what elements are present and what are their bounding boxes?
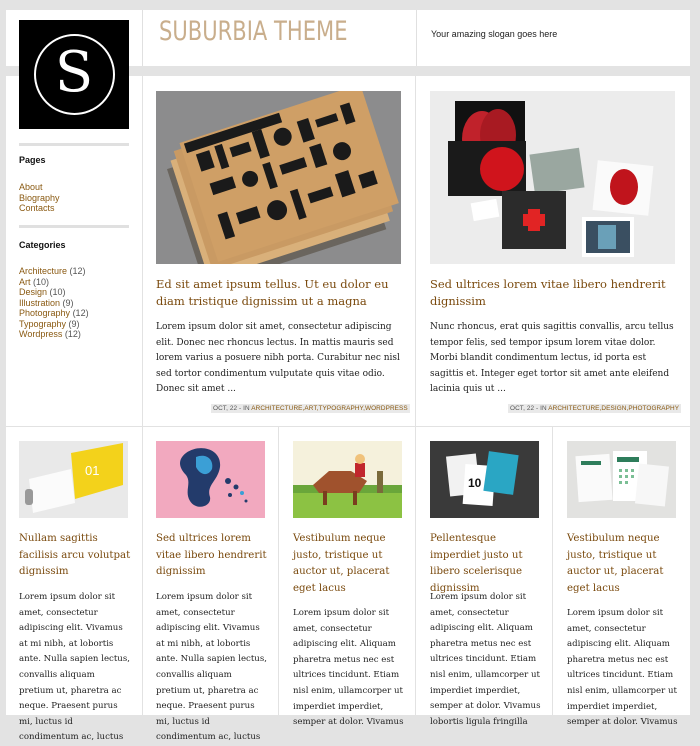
row-divider — [6, 426, 690, 427]
category-count: (12) — [64, 329, 81, 339]
page-link-label[interactable]: About — [19, 182, 43, 192]
category-item[interactable] — [19, 329, 89, 340]
post-thumbnail[interactable] — [156, 441, 265, 518]
page-link-label[interactable]: Biography — [19, 192, 60, 203]
post-excerpt: Lorem ipsum dolor sit amet, consectetur adipiscing elit. Aliquam pharetra metus nec est ultrices tincidunt. Etiam nisl enim, ullamcorper ut imperdiet imperdiet, semper at dolor. Vivamus lobortis ligula fringilla — [430, 592, 541, 727]
sidebar-divider — [142, 76, 143, 426]
category-count: (9) — [68, 318, 80, 329]
post-thumbnail[interactable] — [19, 441, 128, 518]
pages-list — [19, 182, 60, 214]
post-categories[interactable]: ARCHITECTURE,DESIGN,PHOTOGRAPHY — [548, 405, 680, 412]
page-link-biography[interactable] — [19, 193, 60, 204]
column-divider — [278, 427, 279, 715]
post-title[interactable]: Sed ultrices lorem vitae libero hendrerit dignissim — [156, 533, 267, 577]
category-item[interactable] — [19, 319, 89, 330]
post-excerpt: Lorem ipsum dolor sit amet, consectetur adipiscing elit. Vivamus at mi nibh, at lobortis ante. Nulla sapien lectus, convallis aliquam pretium ut, pharetra ac neque. Praesent purus mi, luctus id condimentum ac, luctus — [156, 592, 267, 743]
post-title[interactable]: Pellentesque imperdiet justo ut libero scelerisque dignissim — [430, 533, 523, 594]
column-divider — [142, 427, 143, 715]
post-date: OCT, 22 — [213, 405, 238, 412]
svg-text:10: 10 — [468, 476, 482, 490]
category-link[interactable]: Design — [19, 287, 48, 297]
page-link-contacts[interactable] — [19, 203, 60, 214]
post-meta — [211, 404, 410, 413]
category-item[interactable] — [19, 308, 89, 319]
category-link[interactable]: Wordpress — [19, 329, 63, 339]
sidebar-rule — [19, 225, 129, 228]
category-item[interactable] — [19, 277, 89, 288]
post-excerpt: Lorem ipsum dolor sit amet, consectetur adipiscing elit. Donec nec rhoncus lectus. In mattis mauris sed lorem varius a posuere nibh porta. Curabitur nec nisl sed tortor condimentum vulputate quis vitae odio. Donec sit amet ... — [156, 322, 400, 394]
header-divider — [416, 10, 417, 66]
site-slogan: Your amazing slogan goes here — [431, 29, 558, 39]
post-thumbnail[interactable] — [430, 441, 539, 518]
site-logo[interactable] — [19, 20, 129, 129]
category-item[interactable] — [19, 287, 89, 298]
category-link[interactable]: Photography — [19, 308, 71, 318]
post-excerpt: Nunc rhoncus, erat quis sagittis convallis, arcu tellus tempor felis, sed tempor ipsum lorem vitae dolor. Morbi blandit condimentum lectus, id porta est sagittis et. Integer eget tortor sit amet ante eleifend lacinia quis ut ... — [430, 322, 674, 394]
post-title[interactable]: Ed sit amet ipsum tellus. Ut eu dolor eu diam tristique dignissim ut a magna — [156, 277, 389, 308]
category-count: (10) — [33, 276, 50, 287]
post-in-label: - IN — [536, 405, 547, 412]
category-link[interactable]: Architecture — [19, 266, 68, 276]
post-title[interactable]: Vestibulum neque justo, tristique ut auctor ut, placerat eget lacus — [293, 533, 390, 594]
post-title[interactable]: Nullam sagittis facilisis arcu volutpat dignissim — [19, 533, 131, 577]
category-count: (10) — [49, 287, 66, 297]
post-thumbnail[interactable] — [430, 91, 675, 264]
sidebar-rule — [19, 143, 129, 146]
logo-letter: S — [54, 40, 94, 105]
post-date: OCT, 22 — [510, 405, 535, 412]
post-in-label: - IN — [239, 405, 250, 412]
category-count: (9) — [62, 297, 74, 308]
categories-heading: Categories — [19, 240, 66, 250]
categories-list — [19, 266, 89, 340]
page-link-label[interactable]: Contacts — [19, 203, 55, 213]
column-divider — [415, 76, 416, 426]
post-meta — [508, 404, 681, 413]
category-item[interactable] — [19, 298, 89, 309]
category-link[interactable]: Typography — [19, 318, 67, 329]
post-excerpt: Lorem ipsum dolor sit amet, consectetur adipiscing elit. Aliquam pharetra metus nec est ultrices tincidunt. Etiam nisl enim, ullamcorper ut imperdiet imperdiet, semper at dolor. Vivamus — [567, 608, 678, 728]
site-title[interactable]: SUBURBIA THEME — [159, 16, 348, 47]
header-divider — [142, 10, 143, 66]
post-title[interactable]: Sed ultrices lorem vitae libero hendrerit dignissim — [430, 277, 666, 308]
page-link-about[interactable] — [19, 182, 60, 193]
post-thumbnail[interactable] — [156, 91, 401, 264]
post-excerpt: Lorem ipsum dolor sit amet, consectetur adipiscing elit. Vivamus at mi nibh, at lobortis ante. Nulla sapien lectus, convallis aliquam pretium ut, pharetra ac neque. Praesent purus mi, luctus id condimentum ac, luctus — [19, 592, 130, 743]
column-divider — [415, 427, 416, 715]
post-excerpt: Lorem ipsum dolor sit amet, consectetur adipiscing elit. Aliquam pharetra metus nec est ultrices tincidunt. Etiam nisl enim, ullamcorper ut imperdiet imperdiet, semper at dolor. Vivamus — [293, 608, 404, 728]
column-divider — [552, 427, 553, 715]
pages-heading: Pages — [19, 155, 46, 165]
post-thumbnail[interactable] — [567, 441, 676, 518]
category-count: (12) — [72, 308, 89, 318]
svg-text:01: 01 — [85, 463, 100, 478]
category-count: (12) — [69, 266, 86, 276]
post-thumbnail[interactable] — [293, 441, 402, 518]
post-categories[interactable]: ARCHITECTURE,ART,TYPOGRAPHY,WORDPRESS — [251, 405, 408, 412]
category-link[interactable]: Illustration — [19, 297, 61, 308]
post-title[interactable]: Vestibulum neque justo, tristique ut auctor ut, placerat eget lacus — [567, 533, 664, 594]
category-link[interactable]: Art — [19, 276, 31, 287]
category-item[interactable] — [19, 266, 89, 277]
